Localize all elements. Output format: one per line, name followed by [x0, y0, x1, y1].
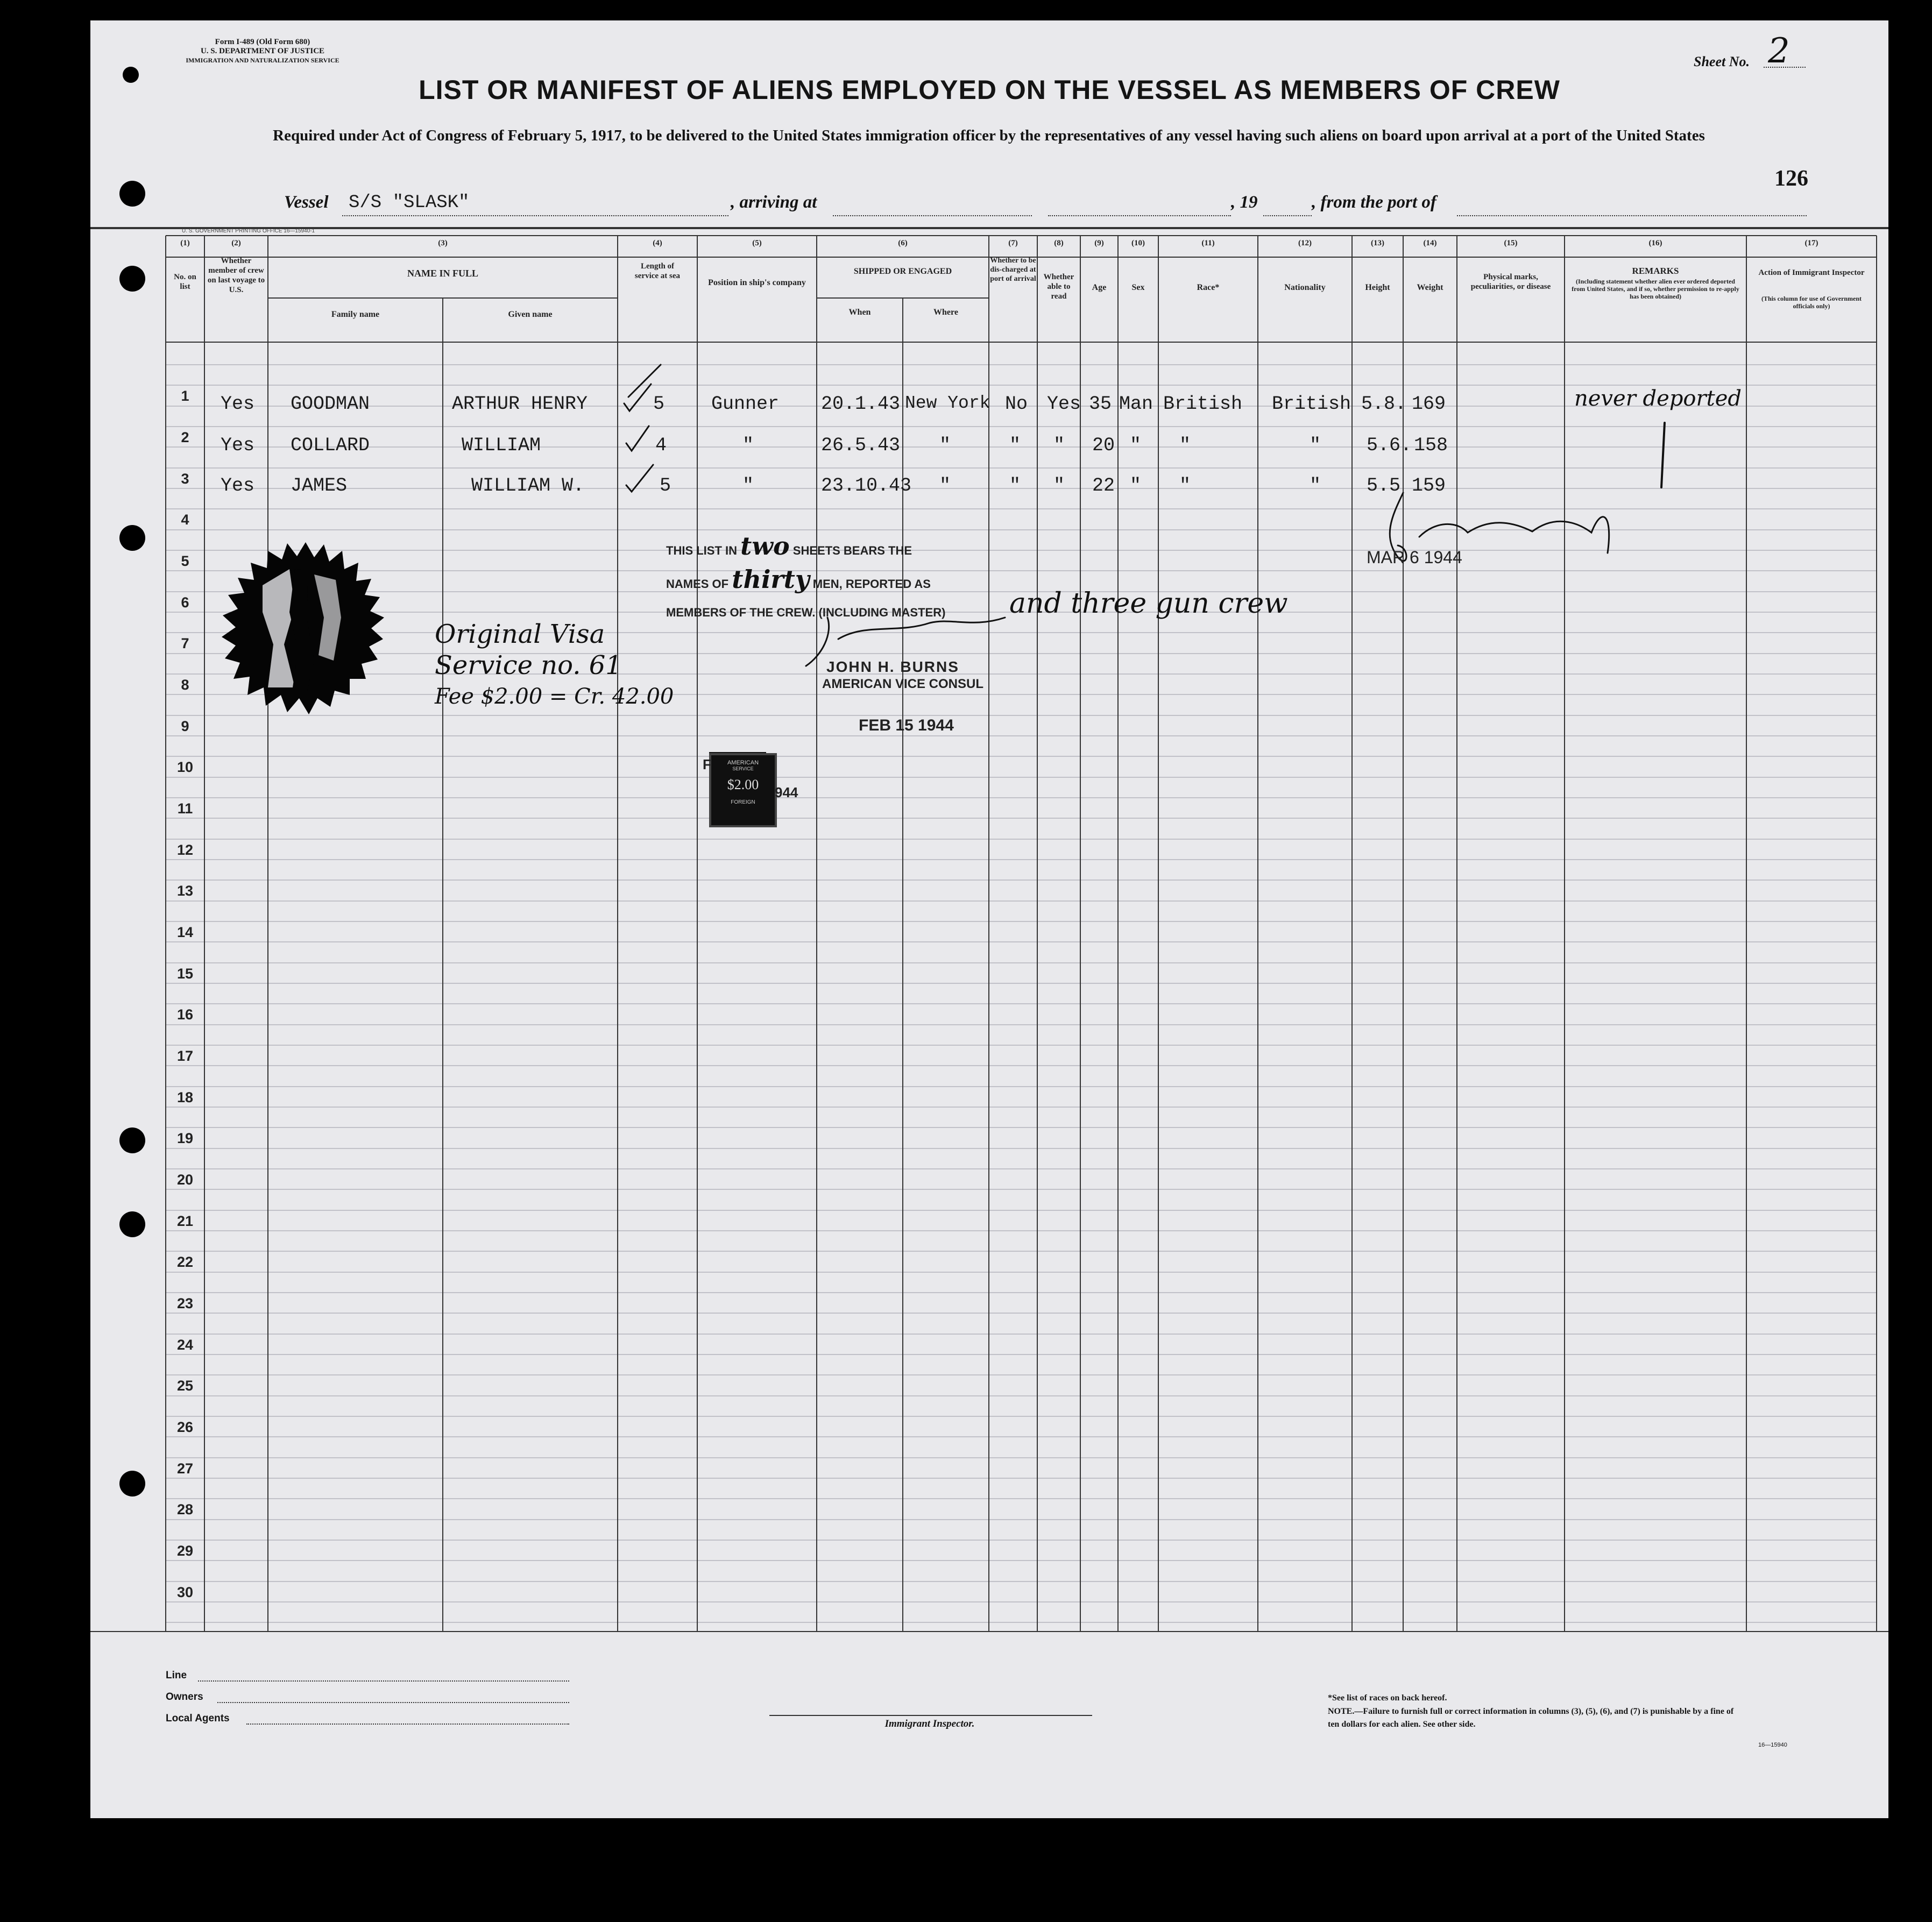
age-cell: 35 — [1089, 393, 1112, 415]
sheet-number-label: Sheet No. — [1694, 54, 1750, 69]
col6-number: (6) — [898, 239, 908, 247]
service-cell: 5 — [653, 393, 665, 415]
sex-cell: " — [1130, 475, 1142, 497]
row-number: 28 — [176, 1501, 194, 1517]
fee-stamp-top: AMERICAN — [727, 760, 759, 766]
family-name-cell: GOODMAN — [291, 393, 370, 415]
col17-header: Action of Immigrant Inspector — [1758, 268, 1865, 277]
punch-hole — [119, 181, 145, 207]
col13-number: (13) — [1371, 239, 1384, 247]
row-number: 4 — [181, 512, 189, 528]
shipped-when-cell: 23.10.43 — [821, 475, 912, 497]
col1-number: (1) — [180, 239, 190, 247]
consul-title: AMERICAN VICE CONSUL — [822, 677, 984, 691]
department-name: U. S. DEPARTMENT OF JUSTICE — [200, 47, 325, 55]
row-number: 20 — [176, 1172, 194, 1188]
inspector-signature-line — [769, 1715, 1092, 1716]
page-title: LIST OR MANIFEST OF ALIENS EMPLOYED ON THE VESSEL AS MEMBERS OF CREW — [419, 75, 1560, 105]
row-number: 15 — [176, 966, 194, 982]
col10-header: Sex — [1131, 283, 1145, 292]
gpo-note: U. S. GOVERNMENT PRINTING OFFICE 16—15940-1 — [182, 228, 315, 234]
col13-header: Height — [1365, 283, 1390, 292]
col15-header: Physical marks, peculiarities, or disease — [1470, 273, 1551, 291]
visa-note-line: Original Visa — [435, 619, 605, 649]
family-name-cell: COLLARD — [291, 435, 370, 456]
able-to-read-cell: " — [1053, 475, 1065, 497]
fee-stamp-value: $2.00 — [727, 777, 759, 792]
from-port-label: , from the port of — [1312, 193, 1436, 212]
vessel-name: S/S "SLASK" — [349, 193, 470, 213]
punch-hole — [119, 1471, 145, 1497]
certification-text: MEN, REPORTED AS — [812, 577, 931, 591]
certification-line2 — [666, 565, 931, 594]
col5-number: (5) — [752, 239, 762, 247]
form-number: Form I-489 (Old Form 680) — [215, 38, 310, 46]
able-to-read-cell: Yes — [1047, 393, 1081, 415]
discharged-cell: No — [1005, 393, 1028, 415]
service-name: IMMIGRATION AND NATURALIZATION SERVICE — [186, 56, 339, 64]
crew-count-handwriting: thirty — [732, 565, 810, 594]
punch-hole — [119, 1211, 145, 1237]
col7-header: Whether to be dis-charged at port of arrival — [990, 257, 1036, 283]
fee-stamp-service: SERVICE — [732, 766, 754, 771]
remarks-handwriting: never deported — [1574, 386, 1742, 411]
page-number: 126 — [1774, 166, 1808, 191]
row-number: 8 — [181, 677, 189, 693]
col6-header: SHIPPED OR ENGAGED — [853, 267, 952, 276]
age-cell: 20 — [1092, 435, 1115, 456]
col6-when-header: When — [848, 308, 871, 317]
visa-note — [435, 619, 674, 712]
line-label: Line — [166, 1670, 187, 1681]
consul-date-stamp: FEB 15 1944 — [859, 717, 954, 734]
race-cell: " — [1179, 475, 1191, 497]
col3-family-name-header: Family name — [331, 310, 380, 319]
col11-number: (11) — [1201, 239, 1215, 247]
sheet-count-handwriting: two — [740, 531, 790, 561]
shipped-where-cell: " — [939, 475, 951, 497]
row-number: 13 — [176, 883, 194, 899]
consular-seal — [209, 526, 402, 730]
col15-number: (15) — [1504, 239, 1518, 247]
col16-header: REMARKS — [1632, 266, 1679, 276]
shipped-where-cell: " — [939, 435, 951, 456]
handwritten-marks — [90, 20, 1888, 1818]
weight-cell: 158 — [1414, 435, 1448, 456]
col4-header: Length of service at sea — [634, 262, 681, 280]
fee-stamp — [709, 753, 777, 827]
nationality-cell: " — [1310, 475, 1321, 497]
check-mark-icon — [626, 426, 649, 451]
race-note: *See list of races on back hereof. — [1328, 1693, 1447, 1703]
col10-number: (10) — [1131, 239, 1145, 247]
punch-hole — [119, 266, 145, 292]
fee-stamp-bottom: FOREIGN — [731, 799, 755, 805]
row-number: 3 — [181, 471, 189, 487]
row-number: 16 — [176, 1006, 194, 1023]
height-cell: 5.8. — [1361, 393, 1407, 415]
punch-hole — [119, 525, 145, 551]
last-voyage-cell: Yes — [221, 475, 255, 497]
penalty-note: NOTE.—Failure to furnish full or correct information in columns (3), (5), (6), and (7) is punishable by a fine of ten dollars for each alien. See other side. — [1328, 1707, 1734, 1729]
race-cell: British — [1163, 393, 1243, 415]
consul-signature-flourish — [806, 618, 829, 666]
local-agents-label: Local Agents — [166, 1713, 230, 1724]
year-label: , 19 — [1231, 193, 1258, 212]
given-name-cell: ARTHUR HENRY — [452, 393, 588, 415]
col16-number: (16) — [1648, 239, 1662, 247]
row-number: 10 — [176, 759, 194, 775]
col9-number: (9) — [1094, 239, 1104, 247]
gun-crew-handwriting: and three gun crew — [1009, 587, 1288, 620]
row-number: 30 — [176, 1584, 194, 1600]
col6-where-header: Where — [933, 308, 958, 317]
col3-given-name-header: Given name — [508, 310, 553, 319]
race-cell: " — [1179, 435, 1191, 456]
col4-number: (4) — [653, 239, 662, 247]
visa-note-line: Fee $2.00 = Cr. 42.00 — [435, 684, 674, 709]
punch-hole — [119, 1127, 145, 1153]
row-number: 24 — [176, 1337, 194, 1353]
row-number: 17 — [176, 1048, 194, 1064]
shipped-where-cell: New York — [905, 393, 990, 413]
row-number: 19 — [176, 1130, 194, 1146]
col1-header: No. on list — [174, 273, 196, 291]
row-number: 29 — [176, 1543, 194, 1559]
row-number: 18 — [176, 1089, 194, 1105]
visa-note-line: Service no. 61 — [435, 650, 622, 680]
weight-cell: 169 — [1412, 393, 1446, 415]
manifest-sheet — [90, 20, 1888, 1818]
certification-line1 — [666, 531, 912, 561]
certification-text: THIS LIST IN — [666, 544, 737, 557]
owners-label: Owners — [166, 1691, 203, 1703]
height-cell: 5.6. — [1367, 435, 1412, 456]
punch-hole — [123, 67, 139, 83]
height-cell: 5.5 — [1367, 475, 1401, 497]
nationality-cell: British — [1272, 393, 1351, 415]
given-name-cell: WILLIAM W. — [471, 475, 585, 497]
able-to-read-cell: " — [1053, 435, 1065, 456]
print-code: 16—15940 — [1758, 1742, 1787, 1748]
position-cell: Gunner — [711, 393, 780, 415]
check-mark-icon — [626, 465, 653, 492]
row-number: 12 — [176, 842, 194, 858]
row-number: 22 — [176, 1254, 194, 1270]
discharged-cell: " — [1009, 475, 1021, 497]
shipped-when-cell: 26.5.43 — [821, 435, 901, 456]
row-number: 14 — [176, 924, 194, 940]
col11-header: Race* — [1197, 283, 1220, 292]
row-number: 25 — [176, 1378, 194, 1394]
row-number: 1 — [181, 388, 189, 404]
ditto-stroke — [1661, 423, 1665, 487]
row-number: 2 — [181, 429, 189, 445]
last-voyage-cell: Yes — [221, 393, 255, 415]
col16-note: (Including statement whether alien ever ordered deported from United States, and if so, whether permission to re-apply has been obtained) — [1572, 278, 1739, 300]
row-number: 7 — [181, 635, 189, 651]
fee-stamp-prefix: F — [703, 756, 711, 772]
col12-header: Nationality — [1284, 283, 1326, 292]
owners-underline — [217, 1702, 569, 1703]
discharged-cell: " — [1009, 435, 1021, 456]
given-name-cell: WILLIAM — [462, 435, 541, 456]
certification-line3: MEMBERS OF THE CREW. (INCLUDING MASTER) — [666, 606, 946, 619]
col5-header: Position in ship's company — [708, 278, 806, 287]
col3-number: (3) — [438, 239, 448, 247]
col8-header: Whether able to read — [1043, 273, 1074, 301]
col8-number: (8) — [1054, 239, 1064, 247]
consul-signature — [838, 618, 1005, 639]
position-cell: " — [742, 435, 754, 456]
col14-number: (14) — [1423, 239, 1437, 247]
row-number: 11 — [177, 800, 193, 817]
fee-stamp-year: 944 — [775, 784, 798, 800]
row-number: 21 — [176, 1213, 194, 1229]
service-cell: 5 — [660, 475, 671, 497]
col9-header: Age — [1092, 283, 1107, 292]
row-number: 23 — [176, 1295, 194, 1311]
row-number: 26 — [176, 1419, 194, 1435]
row-number: 9 — [181, 718, 189, 734]
sheet-number-value: 2 — [1768, 31, 1790, 71]
col17-note: (This column for use of Government officials only) — [1761, 295, 1862, 310]
col7-number: (7) — [1008, 239, 1018, 247]
consul-name: JOHN H. BURNS — [826, 658, 959, 675]
row-number: 27 — [176, 1460, 194, 1477]
inspector-date-stamp: MAR 6 1944 — [1367, 548, 1462, 567]
col12-number: (12) — [1298, 239, 1312, 247]
sex-cell: " — [1130, 435, 1142, 456]
age-cell: 22 — [1092, 475, 1115, 497]
col14-header: Weight — [1417, 283, 1443, 292]
line-underline — [198, 1680, 569, 1682]
sex-cell: Man — [1119, 393, 1153, 415]
row-number: 6 — [181, 594, 189, 611]
col3-header: NAME IN FULL — [407, 268, 478, 279]
col2-header: Whether member of crew on last voyage to U.S. — [207, 257, 265, 294]
row-number: 5 — [181, 553, 189, 569]
arriving-at-label: , arriving at — [731, 193, 817, 212]
col17-number: (17) — [1804, 239, 1818, 247]
local-agents-underline — [246, 1724, 569, 1725]
col2-number: (2) — [231, 239, 241, 247]
page-subtitle: Required under Act of Congress of February 5, 1917, to be delivered to the United States immigration officer by the representatives of any vessel having such aliens on board upon arrival at a port of the United States — [273, 127, 1705, 144]
family-name-cell: JAMES — [291, 475, 348, 497]
certification-text: NAMES OF — [666, 577, 729, 591]
vessel-label: Vessel — [284, 193, 329, 212]
shipped-when-cell: 20.1.43 — [821, 393, 901, 415]
position-cell: " — [742, 475, 754, 497]
immigrant-inspector-label: Immigrant Inspector. — [884, 1718, 975, 1729]
weight-cell: 159 — [1412, 475, 1446, 497]
certification-text: SHEETS BEARS THE — [792, 544, 912, 557]
last-voyage-cell: Yes — [221, 435, 255, 456]
nationality-cell: " — [1310, 435, 1321, 456]
service-cell: 4 — [655, 435, 667, 456]
